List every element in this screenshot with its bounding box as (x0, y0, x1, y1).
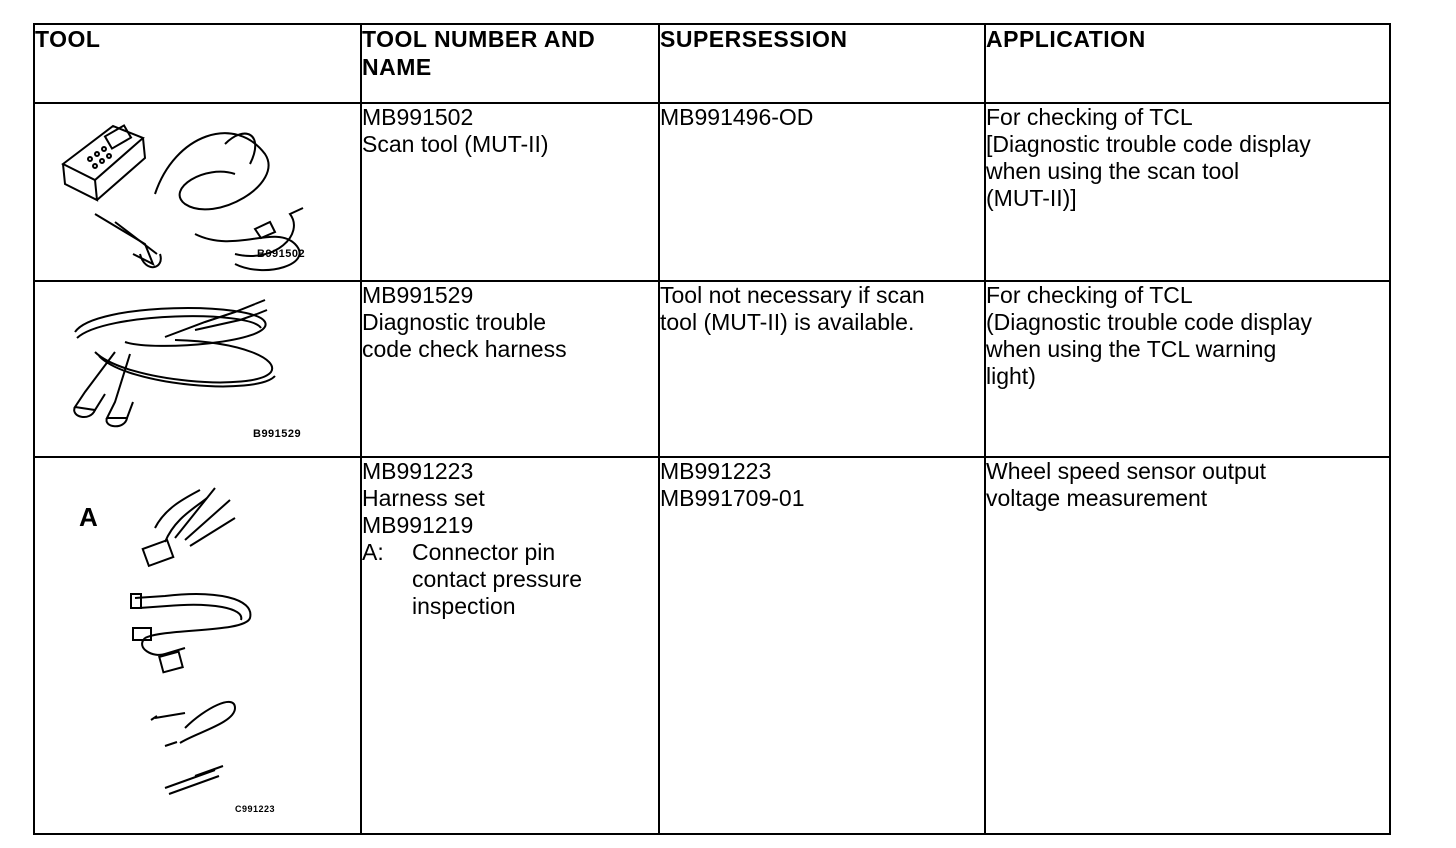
supersession-cell (659, 103, 985, 281)
header-row (34, 24, 1390, 103)
supersession-line: MB991496-OD (660, 104, 814, 130)
tool-figure-cell (34, 457, 361, 834)
header-tool-number-and-name: TOOL NUMBER AND NAME (361, 24, 659, 103)
note-text (412, 539, 582, 620)
tool-number: MB991502 (362, 104, 474, 130)
note-key: A: (362, 539, 384, 565)
tool-number-cell (361, 457, 659, 834)
tool-number-cell (361, 281, 659, 457)
supersession-cell (659, 457, 985, 834)
application-line: light) (986, 363, 1036, 389)
figure-code: B991529 (253, 428, 302, 440)
tool-name: Harness set (362, 485, 485, 511)
application-cell (985, 457, 1390, 834)
application-line: [Diagnostic trouble code display (986, 131, 1311, 157)
note-line: inspection (412, 593, 516, 619)
application-line: (MUT-II)] (986, 185, 1077, 211)
application-line: when using the TCL warning (986, 336, 1277, 362)
table-row (34, 457, 1390, 834)
tool-number-cell (361, 103, 659, 281)
application-line: For checking of TCL (986, 282, 1193, 308)
tool-number: MB991529 (362, 282, 474, 308)
application-line: Wheel speed sensor output (986, 458, 1267, 484)
header-tool: TOOL (34, 24, 361, 103)
supersession-cell (659, 281, 985, 457)
application-line: (Diagnostic trouble code display (986, 309, 1313, 335)
application-cell (985, 103, 1390, 281)
note-line: Connector pin (412, 539, 556, 565)
scan-tool-illustration (35, 104, 360, 280)
application-line: For checking of TCL (986, 104, 1193, 130)
supersession-line: tool (MUT-II) is available. (660, 309, 915, 335)
header-application: APPLICATION (985, 24, 1390, 103)
supersession-line: MB991709-01 (660, 485, 805, 511)
tool-name: Scan tool (MUT-II) (362, 131, 549, 157)
application-line: when using the scan tool (986, 158, 1240, 184)
tool-name-line: Diagnostic trouble (362, 309, 547, 335)
tool-figure-cell (34, 281, 361, 457)
table-row (34, 281, 1390, 457)
supersession-line: Tool not necessary if scan (660, 282, 925, 308)
header-supersession: SUPERSESSION (659, 24, 985, 103)
tool-name-line: code check harness (362, 336, 567, 362)
figure-code: B991502 (257, 248, 306, 260)
tool-number: MB991223 (362, 458, 474, 484)
table-row (34, 103, 1390, 281)
figure-code: C991223 (235, 804, 276, 814)
note (362, 539, 658, 620)
supersession-line: MB991223 (660, 458, 772, 484)
note-line: contact pressure (412, 566, 583, 592)
application-cell (985, 281, 1390, 457)
harness-set-illustration (35, 458, 360, 833)
special-tools-table (33, 23, 1391, 835)
figure-label-a: A (79, 502, 98, 532)
application-line: voltage measurement (986, 485, 1208, 511)
harness-illustration (35, 282, 360, 456)
tool-number-2: MB991219 (362, 512, 474, 538)
tool-figure-cell (34, 103, 361, 281)
